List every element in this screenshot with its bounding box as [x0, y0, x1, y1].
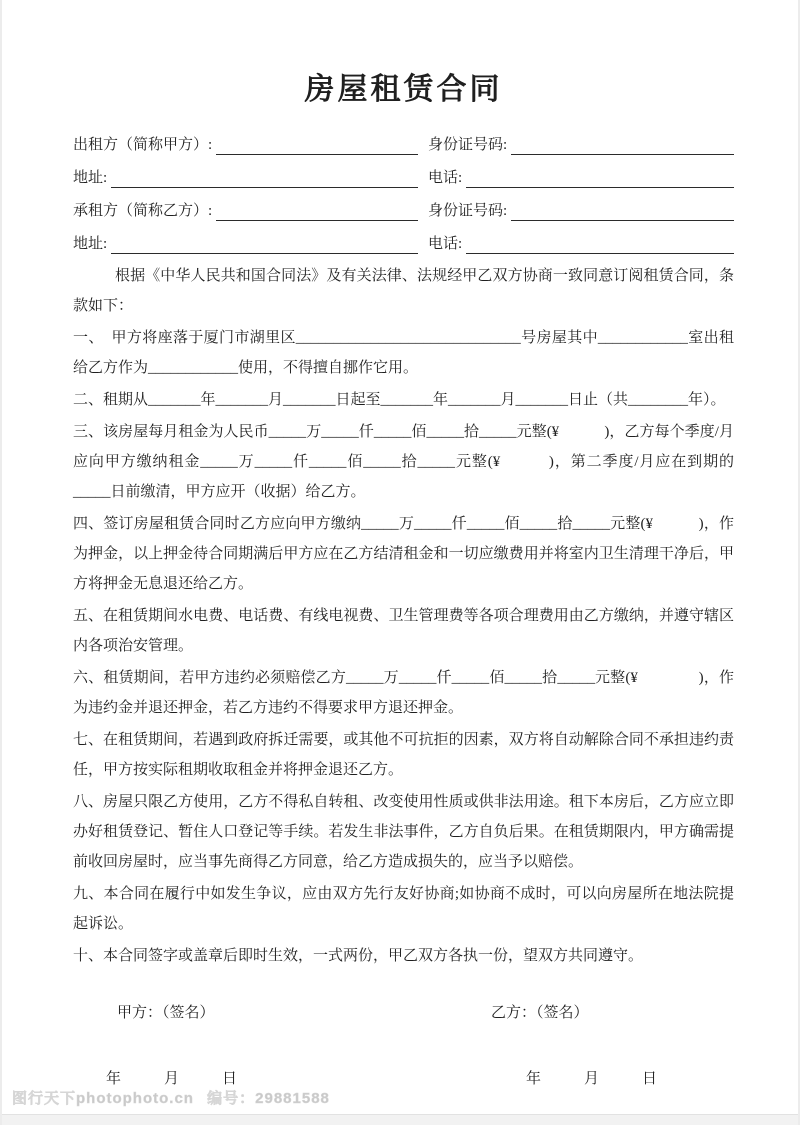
clause-3: 三、该房屋每月租金为人民币_____万_____仟_____佰_____拾_____元整(¥ )，乙方每个季度/月应向甲方缴纳租金_____万_____仟_____佰_____拾_____元整(¥ )，第二季度/月应在到期的_____日前缴清，甲方应开（收据）给乙方。 [73, 424, 734, 500]
lessor-phone-group [428, 169, 734, 188]
clause-4: 四、签订房屋租赁合同时乙方应向甲方缴纳_____万_____仟_____佰_____拾_____元整(¥ )，作为押金，以上押金待合同期满后甲方应在乙方结清租金和一切应缴费用并将室内卫生清理干净后，甲方将押金无息退还给乙方。 [73, 516, 734, 592]
document-body [2, 0, 798, 1089]
lessee-row [73, 188, 734, 221]
lessor-address-group [73, 169, 418, 188]
lessee-phone-group [428, 235, 734, 254]
lessor-id-label: 身份证号码: [428, 137, 508, 153]
lessor-address-label: 地址: [73, 170, 108, 186]
bottom-edge-strip [2, 1114, 798, 1125]
lessee-address-label: 地址: [73, 236, 108, 252]
lessee-name-blank [216, 204, 418, 221]
preamble: 根据《中华人民共和国合同法》及有关法律、法规经甲乙双方协商一致同意订阅租赁合同，条款如下： [73, 268, 734, 314]
clause-6: 六、租赁期间，若甲方违约必须赔偿乙方_____万_____仟_____佰_____拾_____元整(¥ )，作为违约金并退还押金，若乙方违约不得要求甲方退还押金。 [73, 670, 734, 716]
clause-1: 一、 甲方将座落于厦门市湖里区______________________________号房屋其中____________室出租给乙方作为____________使用，不得擅自挪作它用。 [73, 330, 734, 376]
party-a-day-label: 日 [222, 1071, 238, 1087]
contract-terms [73, 261, 734, 971]
party-b-day-label: 日 [642, 1071, 658, 1087]
party-b-year-label: 年 [526, 1071, 542, 1087]
party-a-month-label: 月 [164, 1071, 180, 1087]
lessee-id-label: 身份证号码: [428, 203, 508, 219]
stock-watermark [12, 1087, 330, 1108]
lessee-id-blank [511, 204, 734, 221]
watermark-serial-text: 编号：29881588 [207, 1090, 330, 1107]
signature-row [73, 1001, 734, 1023]
party-b-signature-label: 乙方：（签名） [491, 1005, 589, 1021]
watermark-site-text: 图行天下photophoto.cn [12, 1090, 194, 1107]
party-b-month-label: 月 [584, 1071, 600, 1087]
lessee-address-group [73, 235, 418, 254]
lessee-name-group [73, 202, 418, 221]
clause-7: 七、在租赁期间，若遇到政府拆迁需要，或其他不可抗拒的因素，双方将自动解除合同不承担违约责任，甲方按实际租期收取租金并将押金退还乙方。 [73, 732, 734, 778]
lessee-address-blank [111, 237, 418, 254]
clause-9: 九、本合同在履行中如发生争议，应由双方先行友好协商;如协商不成时，可以向房屋所在地法院提起诉讼。 [73, 886, 734, 932]
lessor-phone-blank [466, 171, 734, 188]
lessor-label: 出租方（简称甲方）: [73, 137, 213, 153]
clause-10: 十、本合同签字或盖章后即时生效，一式两份，甲乙双方各执一份，望双方共同遵守。 [73, 948, 644, 964]
clause-8: 八、房屋只限乙方使用，乙方不得私自转租、改变使用性质或供非法用途。租下本房后，乙方应立即办好租赁登记、暂住人口登记等手续。若发生非法事件，乙方自负后果。在租赁期限内，甲方确需提前收回房屋时，应当事先商得乙方同意，给乙方造成损失的，应当予以赔偿。 [73, 794, 734, 870]
party-a-date [106, 1067, 237, 1088]
lessor-row [73, 122, 734, 155]
lessor-name-blank [216, 138, 418, 155]
lessee-id-group [428, 202, 734, 221]
party-b-date [526, 1067, 657, 1088]
clause-5: 五、在租赁期间水电费、电话费、有线电视费、卫生管理费等各项合理费用由乙方缴纳，并遵守辖区内各项治安管理。 [73, 608, 734, 654]
lessor-address-blank [111, 171, 418, 188]
lessor-id-group [428, 136, 734, 155]
lessor-phone-label: 电话: [428, 170, 463, 186]
lessee-phone-label: 电话: [428, 236, 463, 252]
lessor-name-group [73, 136, 418, 155]
lessor-id-blank [511, 138, 734, 155]
date-row [73, 1067, 734, 1089]
party-a-year-label: 年 [106, 1071, 122, 1087]
party-a-signature-label: 甲方：（签名） [117, 1005, 215, 1021]
document-title: 房屋租赁合同 [304, 73, 503, 106]
clause-2: 二、租期从_______年_______月_______日起至_______年_______月_______日止（共________年）。 [73, 392, 726, 408]
lessee-phone-blank [466, 237, 734, 254]
lessee-label: 承租方（简称乙方）: [73, 203, 213, 219]
lessor-address-row [73, 155, 734, 188]
lessee-address-row [73, 221, 734, 254]
